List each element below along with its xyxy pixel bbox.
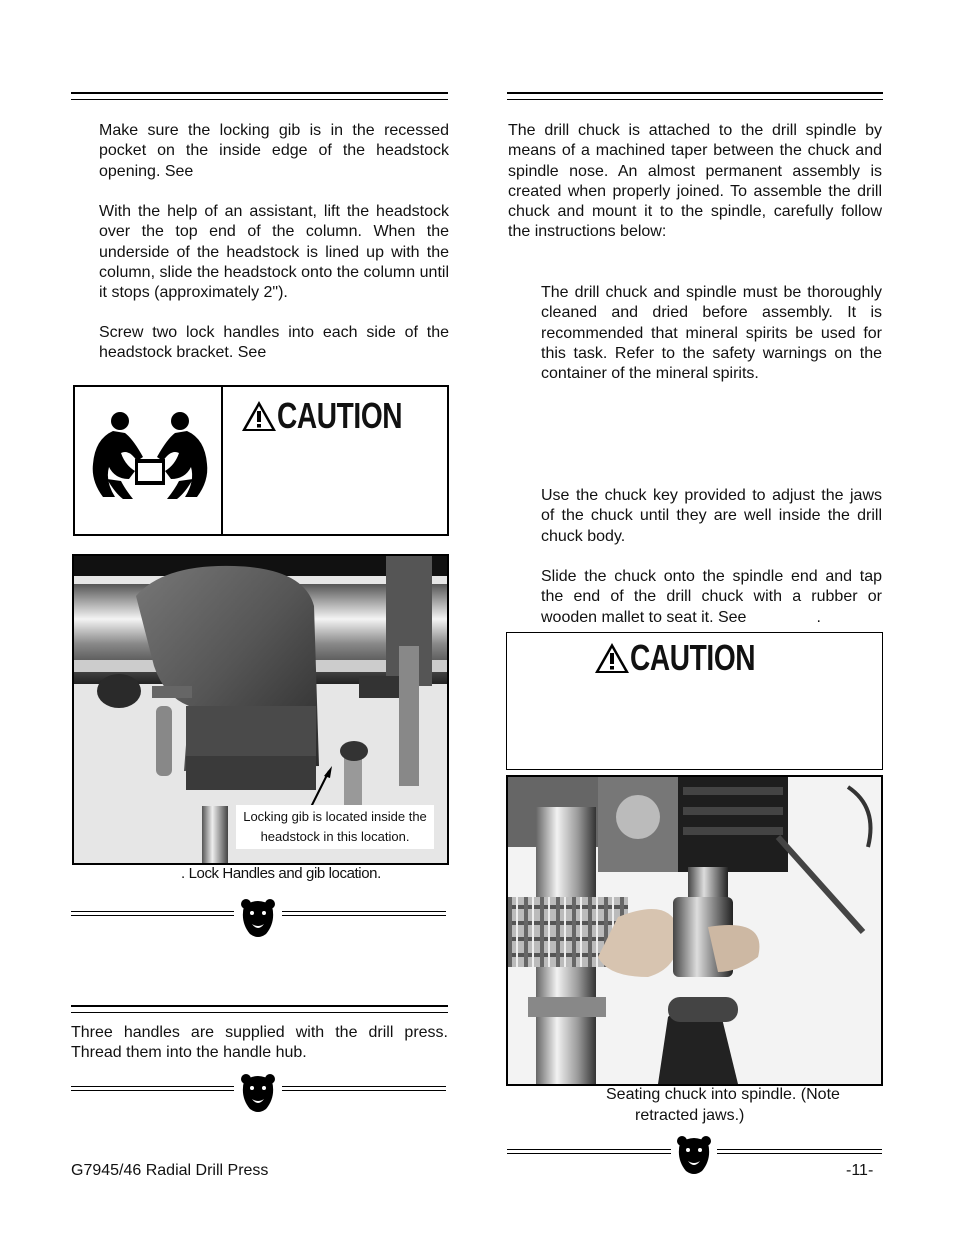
section-separator — [282, 1086, 446, 1091]
footer-page-number: -11- — [846, 1162, 874, 1179]
handles-section-rule — [71, 1005, 448, 1013]
handles-text: Three handles are supplied with the drill press. Thread them into the handle hub. — [71, 1024, 448, 1062]
figure-caption-left — [181, 865, 381, 882]
grizzly-bear-logo-icon — [240, 1073, 276, 1113]
left-step-3: Screw two lock handles into each side of the headstock bracket. See — [99, 324, 449, 362]
figure-caption-text: Lock Handles and gib location. — [188, 865, 381, 882]
chuck-seating-photo — [506, 775, 883, 1086]
chuck-intro: The drill chuck is attached to the drill spindle by means of a machined taper between the chuck and spindle nose. An almost permanent assembly is created when properly joined. To assemble the drill chuck and mount it to the spindle, carefully follow the instructions below: — [508, 122, 882, 241]
left-header-rule — [71, 92, 448, 100]
two-person-lift-icon — [85, 409, 215, 509]
section-separator — [71, 1086, 234, 1091]
warning-triangle-icon — [241, 400, 277, 432]
lifting-caution-box — [73, 385, 449, 536]
caution-label: CAUTION — [277, 395, 403, 436]
warning-triangle-icon — [594, 642, 630, 674]
right-step-3-end: . — [816, 608, 821, 626]
caution-label: CAUTION — [630, 637, 756, 678]
figure-caption-line-2: retracted jaws.) — [635, 1106, 745, 1124]
caution-header-right — [594, 637, 791, 679]
right-step-3-text: Slide the chuck onto the spindle end and tap the end of the drill chuck with a rubber or wooden mallet to seat it. See — [541, 568, 882, 626]
caution-header-left — [241, 395, 438, 437]
footer-model: G7945/46 Radial Drill Press — [71, 1162, 269, 1179]
figure-caption-right — [606, 1085, 840, 1126]
caution-divider — [221, 387, 223, 534]
grizzly-bear-logo-icon — [676, 1135, 712, 1175]
chuck-seating-image — [508, 777, 881, 1084]
section-separator — [71, 911, 234, 916]
headstock-photo — [72, 554, 449, 865]
section-separator — [717, 1149, 882, 1154]
figure-prefix: . — [181, 865, 185, 882]
left-step-2: With the help of an assistant, lift the headstock over the top end of the column. When the underside of the headstock is lined up with the column, slide the headstock onto the column until it stops (approximately 2"). — [99, 203, 449, 302]
right-header-rule — [507, 92, 883, 100]
grizzly-bear-logo-icon — [240, 898, 276, 938]
left-step-1: Make sure the locking gib is in the recessed pocket on the inside edge of the headstock opening. See — [99, 122, 449, 180]
right-step-2: Use the chuck key provided to adjust the jaws of the chuck until they are well inside the drill chuck body. — [541, 487, 882, 545]
chuck-caution-box — [506, 632, 883, 770]
section-separator — [282, 911, 446, 916]
gib-callout: Locking gib is located inside the headstock in this location. — [236, 805, 434, 849]
right-step-1: The drill chuck and spindle must be thoroughly cleaned and dried before assembly. It is recommended that mineral spirits be used for this task. Refer to the safety warnings on the container of the mineral spirits. — [541, 284, 882, 383]
right-step-3 — [541, 567, 882, 628]
figure-caption-line-1: Seating chuck into spindle. (Note — [606, 1086, 840, 1103]
section-separator — [507, 1149, 671, 1154]
